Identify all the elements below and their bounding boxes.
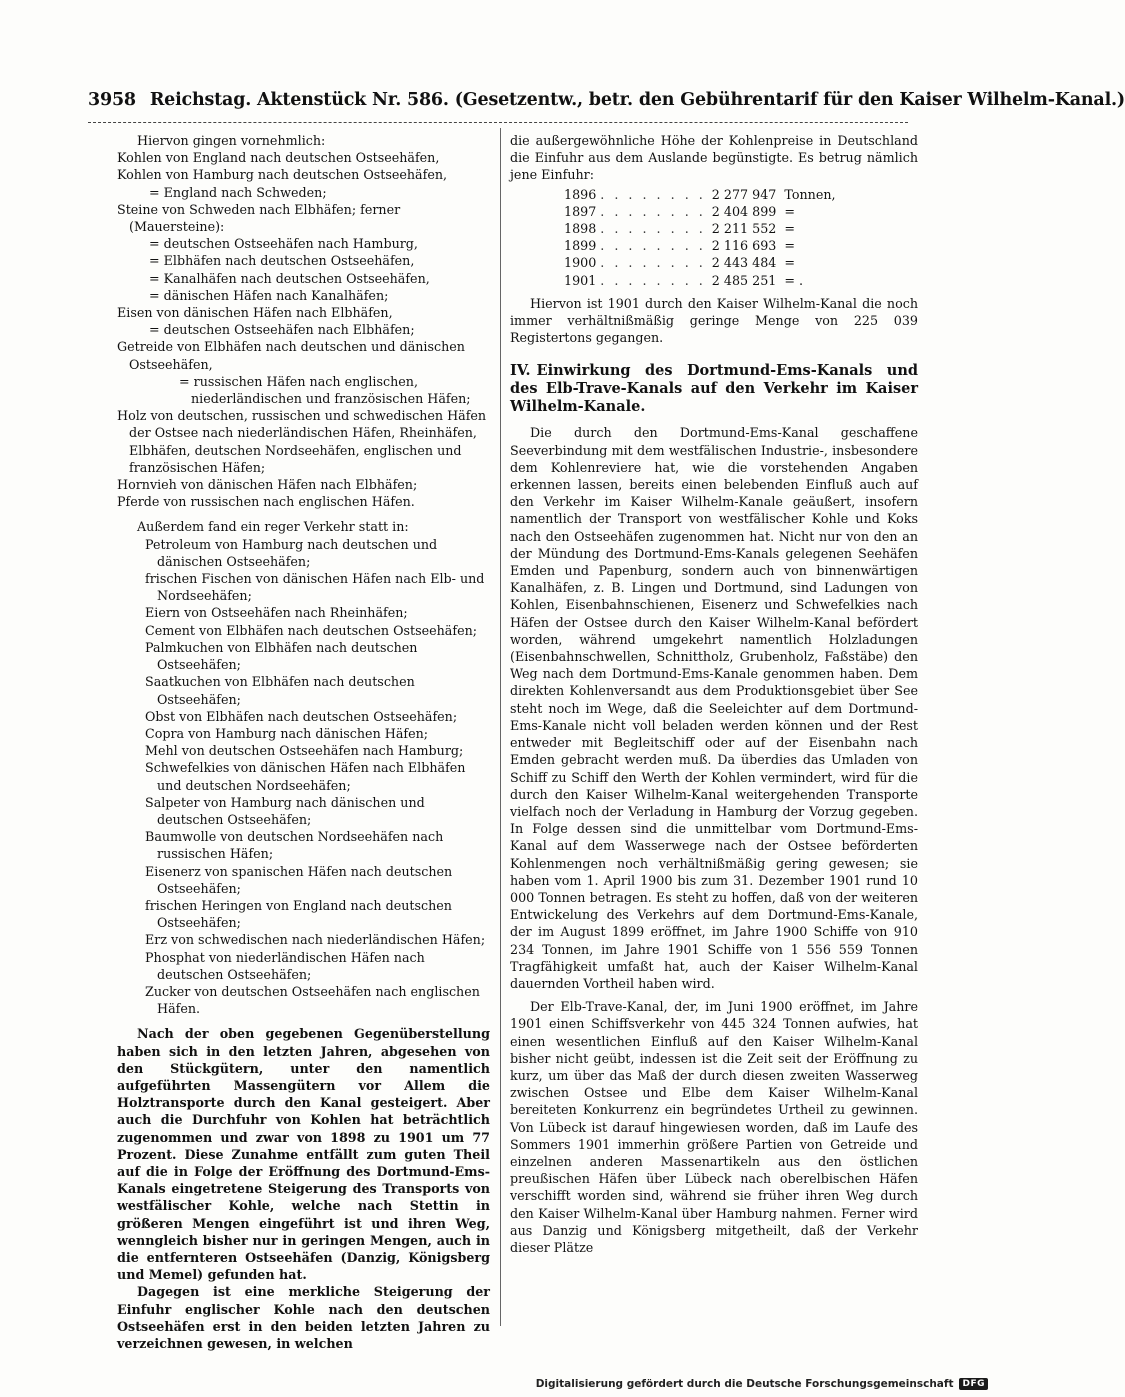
- table-row: [564, 272, 840, 289]
- header-title: Reichstag. Aktenstück Nr. 586. (Gesetzentw., betr. den Gebührentarif für den Kaiser Wilhelm-Kanal.): [149, 90, 1125, 110]
- unit-cell: =: [784, 221, 796, 237]
- list-item: Salpeter von Hamburg nach dänischen und deutschen Ostseehäfen;: [145, 794, 425, 827]
- digitization-footer: [536, 1378, 988, 1390]
- list-item: Steine von Schweden nach Elbhäfen; ferner (Mauersteine):: [117, 201, 401, 235]
- list-item: Obst von Elbhäfen nach deutschen Ostseehäfen;: [145, 708, 458, 724]
- list-item: Hornvieh von dänischen Häfen nach Elbhäfen;: [117, 477, 418, 493]
- year-cell: 1901: [564, 272, 597, 288]
- list-item: Cement von Elbhäfen nach deutschen Ostseehäfen;: [145, 622, 478, 638]
- header-rule: [88, 122, 908, 123]
- list-item: Kohlen von Hamburg nach deutschen Ostseehäfen,: [117, 167, 448, 183]
- list-item: = deutschen Ostseehäfen nach Elbhäfen;: [149, 322, 415, 338]
- list-item: Zucker von deutschen Ostseehäfen nach englischen Häfen.: [145, 983, 480, 1017]
- value-cell: 2 277 947: [711, 186, 777, 202]
- leader-dots: . . . . . . . .: [600, 238, 706, 254]
- list-item: Schwefelkies von dänischen Häfen nach Elbhäfen und deutschen Nordseehäfen;: [145, 760, 466, 793]
- year-cell: 1897: [564, 203, 597, 219]
- leader-dots: . . . . . . . .: [600, 186, 706, 202]
- goods-list-other: [117, 536, 490, 1018]
- section-title: Einwirkung des Dortmund-Ems-Kanals und des Elb-Trave-Kanals auf den Verkehr im Kaiser Wilhelm-Kanale.: [510, 362, 918, 416]
- table-row: [564, 237, 840, 254]
- right-column: [510, 132, 918, 1256]
- unit-cell: =: [784, 238, 796, 254]
- footer-text: Digitalisierung gefördert durch die Deutsche Forschungsgemeinschaft: [535, 1378, 954, 1390]
- list-item: Eiern von Ostseehäfen nach Rheinhäfen;: [145, 605, 408, 621]
- paragraph: Hiervon ist 1901 durch den Kaiser Wilhelm-Kanal die noch immer verhältnißmäßig geringe Menge von 225 039 Registertons gegangen.: [510, 295, 918, 346]
- list-item: Mehl von deutschen Ostseehäfen nach Hamburg;: [145, 743, 464, 759]
- page-header: [88, 90, 1125, 120]
- list-item: Copra von Hamburg nach dänischen Häfen;: [145, 725, 429, 741]
- intro-text: Hiervon gingen vornehmlich:: [137, 133, 326, 148]
- list-item: frischen Heringen von England nach deutschen Ostseehäfen;: [145, 897, 452, 931]
- section-number: IV.: [510, 362, 531, 380]
- dfg-logo: DFG: [959, 1378, 988, 1390]
- list-item: Eisenerz von spanischen Häfen nach deutschen Ostseehäfen;: [145, 863, 453, 896]
- list-item: = deutschen Ostseehäfen nach Hamburg,: [149, 236, 418, 252]
- leader-dots: . . . . . . . .: [600, 221, 706, 237]
- leader-dots: . . . . . . . .: [600, 272, 706, 288]
- unit-cell: =: [784, 203, 796, 219]
- unit-cell: = .: [784, 272, 804, 288]
- left-column: [117, 132, 490, 1352]
- list-item: Saatkuchen von Elbhäfen nach deutschen Ostseehäfen;: [145, 674, 415, 707]
- list-item: Eisen von dänischen Häfen nach Elbhäfen,: [117, 305, 393, 321]
- value-cell: 2 485 251: [711, 272, 777, 288]
- year-cell: 1900: [564, 255, 597, 271]
- paragraph: Der Elb-Trave-Kanal, der, im Juni 1900 eröffnet, im Jahre 1901 einen Schiffsverkehr von 445 324 Tonnen aufwies, hat einen wesentlichen Einfluß auf den Kaiser Wilhelm-Kanal bisher nicht geübt, indessen ist die Zeit seit der Eröffnung zu kurz, um über das Maß der durch diesen zweiten Wasserweg zwischen Ostsee und Elbe dem Kaiser Wilhelm-Kanal bereiteten Konkurrenz ein begründetes Urtheil zu gewinnen. Von Lübeck ist darauf hingewiesen worden, daß im Laufe des Sommers 1901 immerhin größere Partien von Getreide und einzelnen anderen Massenartikeln aus den östlichen preußischen Häfen über Lübeck nach oberelbischen Häfen verschifft worden sind, während sie früher ihren Weg durch den Kaiser Wilhelm-Kanal über Hamburg nahmen. Ferner wird aus Danzig und Königsberg mitgetheilt, daß der Verkehr dieser Plätze: [510, 999, 918, 1255]
- import-table: [564, 186, 840, 289]
- value-cell: 2 116 693: [711, 238, 777, 254]
- year-cell: 1896: [564, 186, 597, 202]
- value-cell: 2 443 484: [711, 255, 777, 271]
- paragraph: Die durch den Dortmund-Ems-Kanal geschaffene Seeverbindung mit dem westfälischen Industrie-, insbesondere dem Kohlenreviere hat, wie die vorstehenden Angaben erkennen lassen, bereits einen belebenden Einfluß auch auf den Verkehr im Kaiser Wilhelm-Kanale geäußert, insofern namentlich der Transport von westfälischer Kohle und Koks nach den Ostseehäfen zugenommen hat. Nicht nur von den an der Mündung des Dortmund-Ems-Kanals gelegenen Seehäfen Emden und Papenburg, sondern auch von binnenwärtigen Kanalhäfen, z. B. Lingen und Dortmund, sind Ladungen von Kohlen, Eisenbahnschienen, Eisenerz und Schwefelkies nach Häfen der Ostsee durch den Kaiser Wilhelm-Kanal befördert worden, während umgekehrt namentlich Holzladungen (Eisenbahnschwellen, Schnittholz, Grubenholz, Faßstäbe) den Weg nach dem Dortmund-Ems-Kanale genommen haben. Dem direkten Kohlenversandt aus dem Produktionsgebiet über See steht noch im Wege, daß die Seeleichter auf dem Dortmund-Ems-Kanale nicht voll beladen werden können und der Rest entweder mit Begleitschiff oder auf der Eisenbahn nach Emden gebracht werden muß. Da überdies das Umladen von Schiff zu Schiff den Werth der Kohlen vermindert, wird für die durch den Kaiser Wilhelm-Kanal weitergehenden Transporte vielfach noch der Verladung in Hamburg der Vorzug gegeben. In Folge dessen sind die unmittelbar vom Dortmund-Ems-Kanal auf dem Wasserwege nach der Ostsee beförderten Kohlenmengen noch verhältnißmäßig gering gewesen; sie haben vom 1. April 1900 bis zum 31. Dezember 1901 rund 10 000 Tonnen betragen. Es steht zu hoffen, daß von der weiteren Entwickelung des Verkehrs auf dem Dortmund-Ems-Kanale, der im August 1899 eröffnet, im Jahre 1900 Schiffe von 910 234 Tonnen, im Jahre 1901 Schiffe von 1 556 559 Tonnen Tragfähigkeit umfaßt hat, auch der Kaiser Wilhelm-Kanal dauernden Vortheil haben wird.: [510, 425, 918, 991]
- list-item: = russischen Häfen nach englischen, niederländischen und französischen Häfen;: [179, 373, 471, 407]
- leader-dots: . . . . . . . .: [600, 203, 706, 219]
- paragraph: Dagegen ist eine merkliche Steigerung der Einfuhr englischer Kohle nach den deutschen Ostseehäfen erst in den beiden letzten Jahren zu verzeichnen gewesen, in welchen: [117, 1284, 490, 1352]
- table-row: [564, 220, 840, 237]
- paragraph: die außergewöhnliche Höhe der Kohlenpreise in Deutschland die Einfuhr aus dem Auslande begünstigte. Es betrug nämlich jene Einfuhr:: [510, 133, 918, 183]
- unit-cell: =: [784, 255, 796, 271]
- list-item: = England nach Schweden;: [149, 184, 327, 200]
- goods-list-main: [117, 149, 490, 510]
- list-item: Phosphat von niederländischen Häfen nach deutschen Ostseehäfen;: [145, 949, 425, 982]
- list-item: Pferde von russischen nach englischen Häfen.: [117, 494, 415, 510]
- list-item: frischen Fischen von dänischen Häfen nach Elb- und Nordseehäfen;: [145, 571, 485, 604]
- value-cell: 2 404 899: [711, 203, 777, 219]
- paragraph: Nach der oben gegebenen Gegenüberstellung haben sich in den letzten Jahren, abgesehen von den Stückgütern, unter den namentlich aufgeführten Massengütern vor Allem die Holztransporte durch den Kanal gesteigert. Aber auch die Durchfuhr von Kohlen hat beträchtlich zugenommen und zwar von 1898 zu 1901 um 77 Prozent. Diese Zunahme entfällt zum guten Theil auf die in Folge der Eröffnung des Dortmund-Ems-Kanals eingetretene Steigerung des Transports von westfälischer Kohle, welche nach Stettin in größeren Mengen eingeführt ist und ihren Weg, wenngleich bisher nur in geringen Mengen, auch in die entfernteren Ostseehäfen (Danzig, Königsberg und Memel) gefunden hat.: [117, 1026, 490, 1283]
- intro-text-2: Außerdem fand ein reger Verkehr statt in:: [137, 519, 409, 535]
- year-cell: 1898: [564, 221, 597, 237]
- leader-dots: . . . . . . . .: [600, 255, 706, 271]
- list-item: Getreide von Elbhäfen nach deutschen und dänischen Ostseehäfen,: [117, 339, 465, 372]
- unit-cell: Tonnen,: [784, 186, 836, 202]
- list-item: Holz von deutschen, russischen und schwedischen Häfen der Ostsee nach niederländischen Häfen, Rheinhäfen, Elbhäfen, deutschen Nordseehäfen, englischen und französischen Häfen;: [117, 408, 487, 475]
- list-item: = Kanalhäfen nach deutschen Ostseehäfen,: [149, 270, 430, 286]
- list-item: Palmkuchen von Elbhäfen nach deutschen Ostseehäfen;: [145, 639, 418, 673]
- list-item: Petroleum von Hamburg nach deutschen und dänischen Ostseehäfen;: [145, 536, 438, 569]
- year-cell: 1899: [564, 238, 597, 254]
- list-item: Baumwolle von deutschen Nordseehäfen nach russischen Häfen;: [145, 829, 444, 862]
- page-number: 3958: [88, 90, 136, 110]
- list-item: = Elbhäfen nach deutschen Ostseehäfen,: [149, 253, 415, 269]
- column-divider: [500, 128, 501, 1326]
- section-heading: [510, 362, 918, 416]
- value-cell: 2 211 552: [711, 221, 777, 237]
- list-item: Erz von schwedischen nach niederländischen Häfen;: [145, 932, 486, 948]
- table-row: [564, 186, 840, 203]
- table-row: [564, 254, 840, 271]
- list-item: = dänischen Häfen nach Kanalhäfen;: [149, 287, 389, 303]
- table-row: [564, 203, 840, 220]
- list-item: Kohlen von England nach deutschen Ostseehäfen,: [117, 150, 440, 166]
